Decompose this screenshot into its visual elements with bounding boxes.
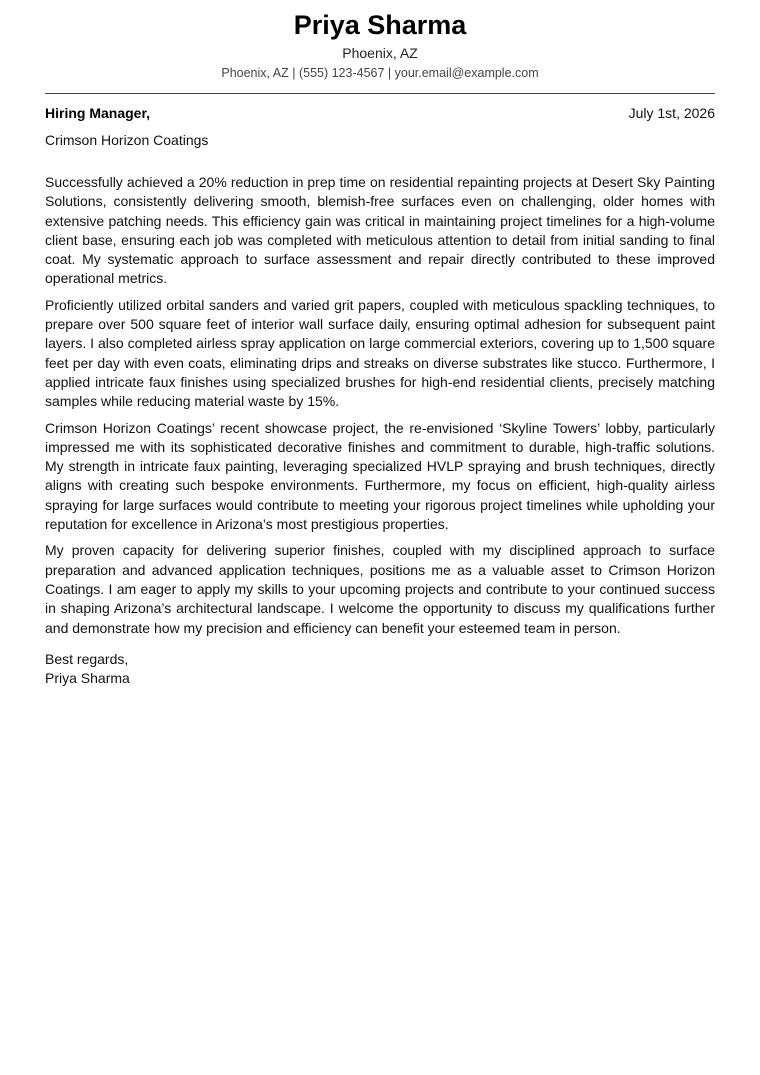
applicant-location: Phoenix, AZ bbox=[342, 45, 418, 61]
applicant-name: Priya Sharma bbox=[293, 10, 467, 40]
signature-name: Priya Sharma bbox=[45, 670, 130, 687]
letter-body bbox=[45, 173, 715, 638]
body-paragraph: Crimson Horizon Coatings’ recent showcase project, the re-envisioned ‘Skyline Towers’ lobby, particularly impressed me with its sophisticated decorative finishes and commitment to durable, high-traffic solutions. My strength in intricate faux painting, leveraging specialized HVLP spraying and brush techniques, directly aligns with creating such bespoke environments. Furthermore, my focus on efficient, high-quality airless spraying for large surfaces would contribute to meeting your rigorous project timelines while upholding your reputation for excellence in Arizona’s most prestigious properties. bbox=[45, 419, 715, 533]
body-paragraph: My proven capacity for delivering superior finishes, coupled with my disciplined approach to surface preparation and advanced application techniques, positions me as a valuable asset to Crimson Horizon Coatings. I am eager to apply my skills to your upcoming projects and contribute to your continued success in shaping Arizona’s architectural landscape. I welcome the opportunity to discuss my qualifications further and demonstrate how my precision and efficiency can benefit your esteemed team in person. bbox=[45, 542, 715, 636]
body-paragraph: Successfully achieved a 20% reduction in prep time on residential repainting projects at Desert Sky Painting Solutions, consistently delivering smooth, blemish-free surfaces even on challenging, older homes with extensive patching needs. This efficiency gain was critical in maintaining project timelines for a high-volume client base, ensuring each job was completed with meticulous attention to detail from initial sanding to final coat. My systematic approach to surface assessment and repair directly contributed to these improved operational metrics. bbox=[45, 174, 715, 287]
closing-phrase: Best regards, bbox=[45, 650, 129, 667]
header-divider bbox=[45, 93, 715, 94]
company-name: Crimson Horizon Coatings bbox=[45, 132, 209, 148]
letter-closing bbox=[45, 650, 715, 689]
letter-header bbox=[45, 0, 715, 81]
recipient-date-row bbox=[45, 105, 715, 122]
body-paragraph: Proficiently utilized orbital sanders and varied grit papers, coupled with meticulous spackling techniques, to prepare over 500 square feet of interior wall surface daily, ensuring optimal adhesion for subsequent paint layers. I also completed airless spray application on large commercial exteriors, covering up to 1,500 square feet per day with even coats, eliminating drips and streaks on diverse substrates like stucco. Furthermore, I applied intricate faux finishes using specialized brushes for high-end residential clients, precisely matching samples while reducing material waste by 15%. bbox=[45, 296, 715, 410]
recipient-salutation: Hiring Manager, bbox=[45, 105, 151, 121]
contact-line: Phoenix, AZ | (555) 123-4567 | your.email@example.com bbox=[221, 66, 539, 80]
letter-date: July 1st, 2026 bbox=[628, 105, 715, 121]
